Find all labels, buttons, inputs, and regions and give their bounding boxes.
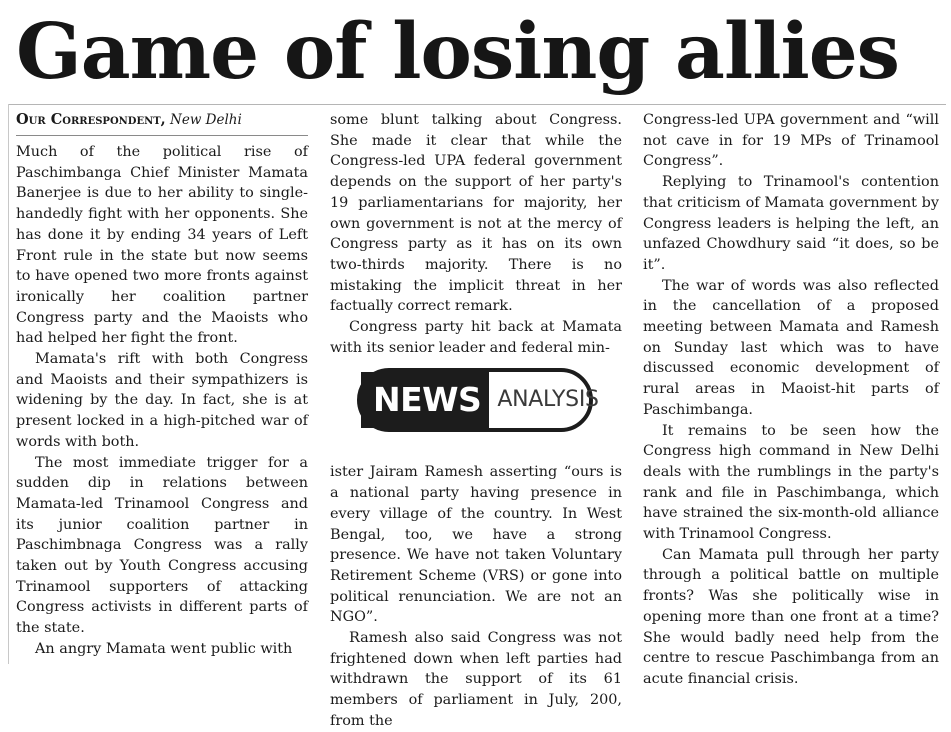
paragraph: The war of words was also reflected in the cancellation of a proposed meeting between Mamata and Ramesh on Sunday last which was to have discussed economic development of rural areas in Maoist-hit parts of Paschimbanga. [643, 277, 939, 418]
paragraph: Congress party hit back at Mamata with its senior leader and federal min- [330, 319, 622, 356]
paragraph: Replying to Trinamool's contention that criticism of Mamata government by Congress leaders is helping the left, an unfazed Chowdhury said “it does, so be it”. [643, 174, 939, 273]
paragraph: An angry Mamata went public with [35, 640, 293, 657]
paragraph: Much of the political rise of Paschimbanga Chief Minister Mamata Banerjee is due to her ability to single-handedly fight with her opponents. She has done it by ending 34 years of Left Front rule in the state but now seems to have opened two more fronts against ironically her coalition partner Congress party and the Maoists who had helped her fight the front. [16, 144, 308, 347]
paragraph: Mamata's rift with both Congress and Maoists and their sympathizers is widening by the day. In fact, she is at present locked in a high-pitched war of words with both. [16, 351, 308, 450]
paragraph: Ramesh also said Congress was not frightened down when left parties had withdrawn the support of its 61 members of parliament in July, 200, from the [330, 630, 622, 729]
column-3 [643, 110, 939, 687]
paragraph: Congress-led UPA government and “will not cave in for 19 MPs of Trinamool Congress”. [643, 112, 939, 170]
news-analysis-badge [357, 368, 599, 432]
left-divider [8, 104, 9, 664]
column-1 [16, 110, 308, 662]
top-divider [8, 104, 946, 105]
paragraph: The most immediate trigger for a sudden dip in relations between Mamata-led Trinamool Congress and its junior coalition partner in Paschimbnaga Congress was a rally taken out by Youth Congress accusing Trinamool supporters of attacking Congress activists in different parts of the state. [16, 454, 308, 637]
news-analysis-badge-area [330, 358, 622, 462]
badge-news-label: NEWS [361, 372, 489, 428]
badge-analysis-label: ANALYSIS [497, 387, 599, 413]
column-2 [330, 110, 622, 729]
headline: Game of losing allies [16, 7, 900, 97]
paragraph: some blunt talking about Congress. She made it clear that while the Congress-led UPA federal government depends on the support of her party's 19 parliamentarians for majority, her own government is not at the mercy of Congress party as it has on its own two-thirds majority. There is no mistaking the implicit threat in her factually correct remark. [330, 112, 622, 315]
byline-author: Our Correspondent, [16, 111, 166, 128]
paragraph: It remains to be seen how the Congress high command in New Delhi deals with the rumblings in the party's rank and file in Paschimbanga, which have strained the six-month-old alliance with Trinamool Congress. [643, 422, 939, 543]
paragraph: Can Mamata pull through her party through a political battle on multiple fronts? Was she politically wise in opening more than one front at a time? She would badly need help from the centre to rescue Paschimbanga from an acute financial crisis. [643, 546, 939, 687]
byline [16, 110, 308, 136]
byline-location: New Delhi [170, 112, 242, 128]
paragraph: ister Jairam Ramesh asserting “ours is a national party having presence in every village of the country. In West Bengal, too, we have a strong presence. We have not taken Voluntary Retirement Scheme (VRS) or gone into political renunciation. We are not an NGO”. [330, 464, 622, 626]
